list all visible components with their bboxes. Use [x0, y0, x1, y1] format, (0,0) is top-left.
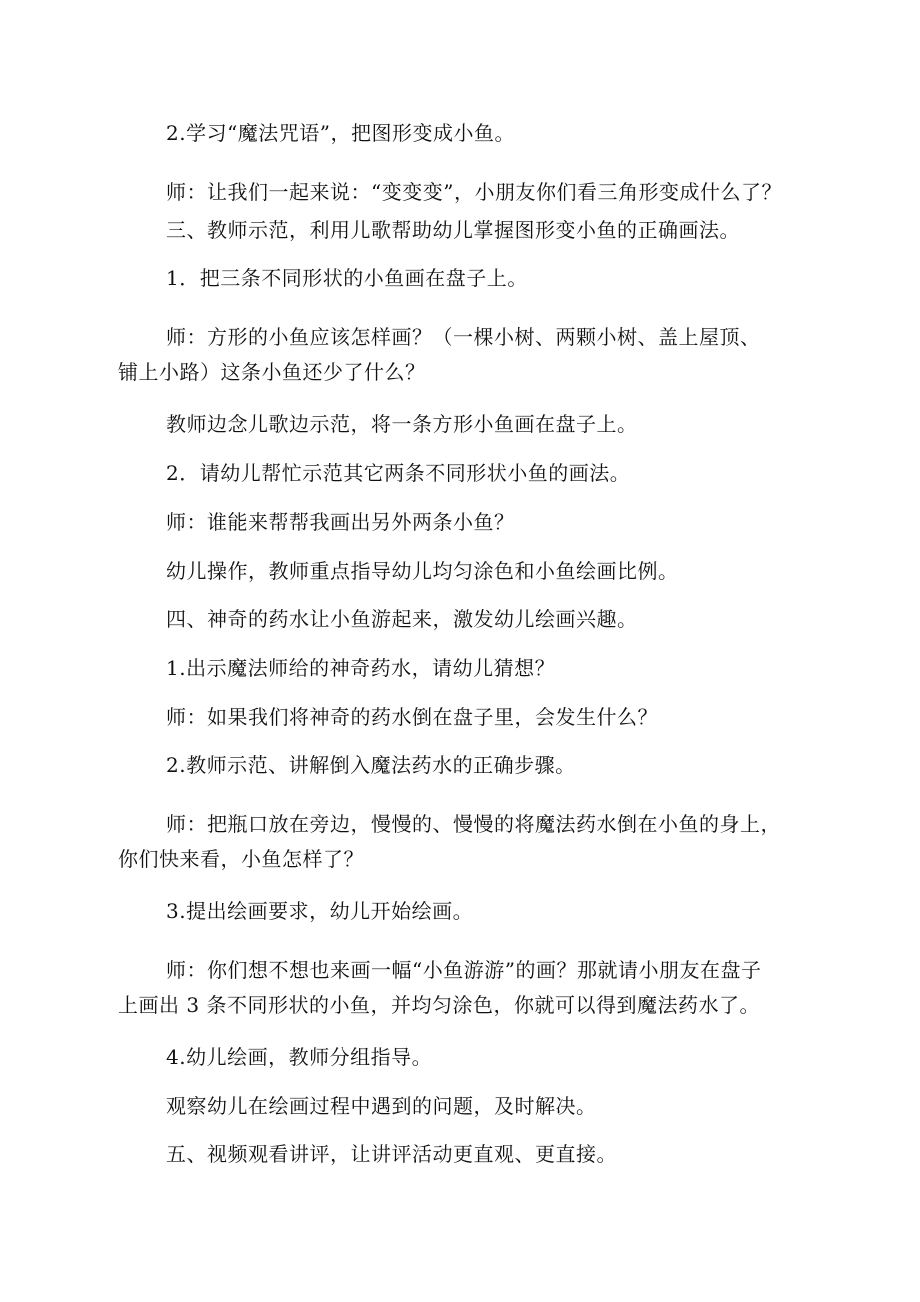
- paragraph-step-2-children-demo: 2．请幼儿帮忙示范其它两条不同形状小鱼的画法。: [166, 461, 631, 485]
- paragraph-teacher-square-fish-cont: 铺上小路）这条小鱼还少了什么？: [118, 360, 426, 384]
- paragraph-step-1-draw-three-fish: 1．把三条不同形状的小鱼画在盘子上。: [166, 266, 528, 290]
- paragraph-step-4-children-draw: 4.幼儿绘画，教师分组指导。: [166, 1045, 433, 1069]
- section-heading-4: 四、神奇的药水让小鱼游起来，激发幼儿绘画兴趣。: [166, 607, 638, 631]
- paragraph-teacher-draw-fish-picture: 师：你们想不想也来画一幅“小鱼游游”的画？那就请小朋友在盘子: [166, 958, 762, 982]
- section-heading-3: 三、教师示范，利用儿歌帮助幼儿掌握图形变小鱼的正确画法。: [166, 218, 740, 242]
- paragraph-teacher-demo: 教师边念儿歌边示范，将一条方形小鱼画在盘子上。: [166, 412, 638, 436]
- paragraph-teacher-say-change: 师：让我们一起来说：“变变变”，小朋友你们看三角形变成什么了？: [166, 180, 782, 204]
- paragraph-observe-children: 观察幼儿在绘画过程中遇到的问题，及时解决。: [166, 1094, 597, 1118]
- section-heading-5: 五、视频观看讲评，让讲评活动更直观、更直接。: [166, 1142, 617, 1166]
- paragraph-teacher-who-can-help: 师：谁能来帮帮我画出另外两条小鱼？: [166, 510, 515, 534]
- paragraph-teacher-what-happens: 师：如果我们将神奇的药水倒在盘子里，会发生什么？: [166, 705, 658, 729]
- paragraph-teacher-square-fish: 师：方形的小鱼应该怎样画？（一棵小树、两颗小树、盖上屋顶、: [166, 325, 761, 349]
- paragraph-step-2-pour-potion: 2.教师示范、讲解倒入魔法药水的正确步骤。: [166, 753, 576, 777]
- paragraph-teacher-pour-slowly: 师：把瓶口放在旁边，慢慢的、慢慢的将魔法药水倒在小鱼的身上，: [166, 812, 781, 836]
- paragraph-step-3-drawing-requirements: 3.提出绘画要求，幼儿开始绘画。: [166, 899, 474, 923]
- paragraph-step-2-magic-spell: 2.学习“魔法咒语”，把图形变成小鱼。: [166, 121, 516, 145]
- paragraph-teacher-pour-slowly-cont: 你们快来看，小鱼怎样了？: [118, 847, 364, 871]
- paragraph-step-1-show-potion: 1.出示魔法师给的神奇药水，请幼儿猜想？: [166, 656, 556, 680]
- paragraph-children-operate: 幼儿操作，教师重点指导幼儿均匀涂色和小鱼绘画比例。: [166, 559, 679, 583]
- paragraph-teacher-draw-fish-picture-cont: 上画出 3 条不同形状的小鱼，并均匀涂色，你就可以得到魔法药水了。: [118, 993, 760, 1017]
